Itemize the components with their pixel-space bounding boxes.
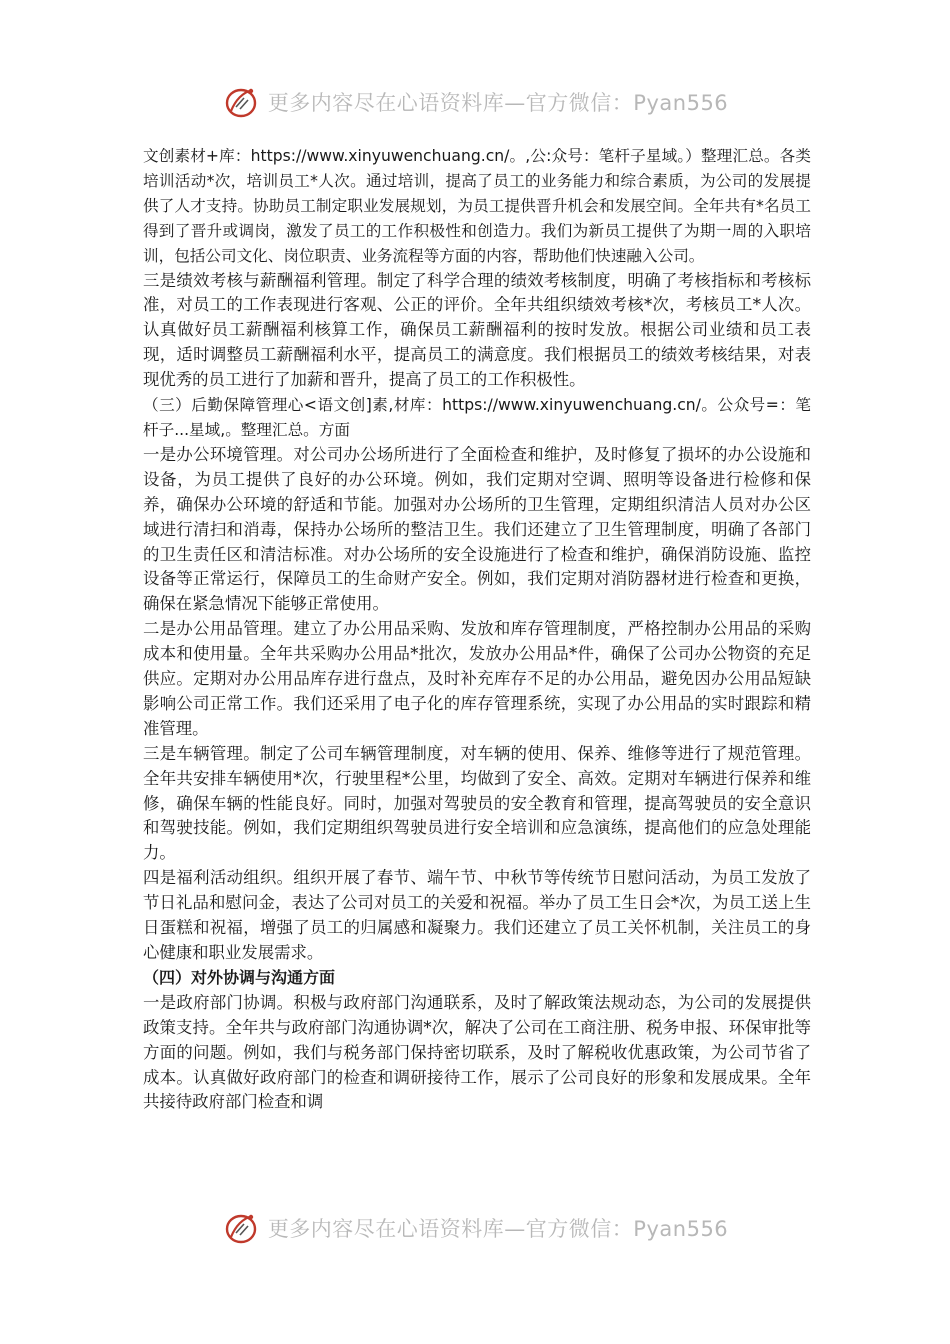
header-watermark (0, 80, 950, 124)
footer-watermark (0, 1206, 950, 1250)
paragraph: 一是政府部门协调。积极与政府部门沟通联系，及时了解政策法规动态，为公司的发展提供政策支持。全年共与政府部门沟通协调*次，解决了公司在工商注册、税务申报、环保审批等方面的问题。例如，我们与税务部门保持密切联系，及时了解税收优惠政策，为公司节省了成本。认真做好政府部门的检查和调研接待工作，展示了公司良好的形象和发展成果。全年共接待政府部门检查和调 (143, 992, 811, 1112)
document-body (143, 144, 811, 1115)
brand-logo-icon (222, 82, 262, 122)
section-heading: （四）对外协调与沟通方面 (143, 967, 336, 987)
watermark-text: 更多内容尽在心语资料库—官方微信：Pyan556 (267, 91, 729, 115)
paragraph: 一是办公环境管理。对公司办公场所进行了全面检查和维护，及时修复了损坏的办公设施和设备，为员工提供了良好的办公环境。例如，我们定期对空调、照明等设备进行检修和保养，确保办公环境的舒适和节能。加强对办公场所的卫生管理，定期组织清洁人员对办公区域进行清扫和消毒，保持办公场所的整洁卫生。我们还建立了卫生管理制度，明确了各部门的卫生责任区和清洁标准。对办公场所的安全设施进行了检查和维护，确保消防设施、监控设备等正常运行，保障员工的生命财产安全。例如，我们定期对消防器材进行检查和更换，确保在紧急情况下能够正常使用。 (143, 444, 811, 614)
paragraph: 二是办公用品管理。建立了办公用品采购、发放和库存管理制度，严格控制办公用品的采购成本和使用量。全年共采购办公用品*批次，发放办公用品*件，确保了公司办公物资的充足供应。定期对办公用品库存进行盘点，及时补充库存不足的办公用品，避免因办公用品短缺影响公司正常工作。我们还采用了电子化的库存管理系统，实现了办公用品的实时跟踪和精准管理。 (143, 619, 811, 738)
watermark-text: 更多内容尽在心语资料库—官方微信：Pyan556 (267, 1217, 729, 1241)
paragraph: 三是车辆管理。制定了公司车辆管理制度，对车辆的使用、保养、维修等进行了规范管理。全年共安排车辆使用*次，行驶里程*公里，均做到了安全、高效。定期对车辆进行保养和维修，确保车辆的性能良好。同时，加强对驾驶员的安全教育和管理，提高驾驶员的安全意识和驾驶技能。例如，我们定期组织驾驶员进行安全培训和应急演练，提高他们的应急处理能力。 (143, 743, 811, 863)
paragraph: 三是绩效考核与薪酬福利管理。制定了科学合理的绩效考核制度，明确了考核指标和考核标准，对员工的工作表现进行客观、公正的评价。全年共组织绩效考核*次，考核员工*人次。认真做好员工薪酬福利核算工作，确保员工薪酬福利的按时发放。根据公司业绩和员工表现，适时调整员工薪酬福利水平，提高员工的满意度。我们根据员工的绩效考核结果，对表现优秀的员工进行了加薪和晋升，提高了员工的工作积极性。 (143, 270, 811, 390)
brand-logo-icon (222, 1208, 262, 1248)
paragraph: 文创素材+库：https://www.xinyuwenchuang.cn/。,公:众号：笔杆子星域。）整理汇总。各类培训活动*次，培训员工*人次。通过培训，提高了员工的业务能力和综合素质，为公司的发展提供了人才支持。协助员工制定职业发展规划，为员工提供晋升机会和发展空间。全年共有*名员工得到了晋升或调岗，激发了员工的工作积极性和创造力。我们为新员工提供了为期一周的入职培训，包括公司文化、岗位职责、业务流程等方面的内容，帮助他们快速融入公司。 (143, 147, 811, 265)
section-heading: （三）后勤保障管理心<语文创]素,材库：https://www.xinyuwenchuang.cn/。公众号=：笔杆子...星域,。整理汇总。方面 (143, 396, 811, 439)
paragraph: 四是福利活动组织。组织开展了春节、端午节、中秋节等传统节日慰问活动，为员工发放了节日礼品和慰问金，表达了公司对员工的关爱和祝福。举办了员工生日会*次，为员工送上生日蛋糕和祝福，增强了员工的归属感和凝聚力。我们还建立了员工关怀机制，关注员工的身心健康和职业发展需求。 (143, 868, 811, 962)
